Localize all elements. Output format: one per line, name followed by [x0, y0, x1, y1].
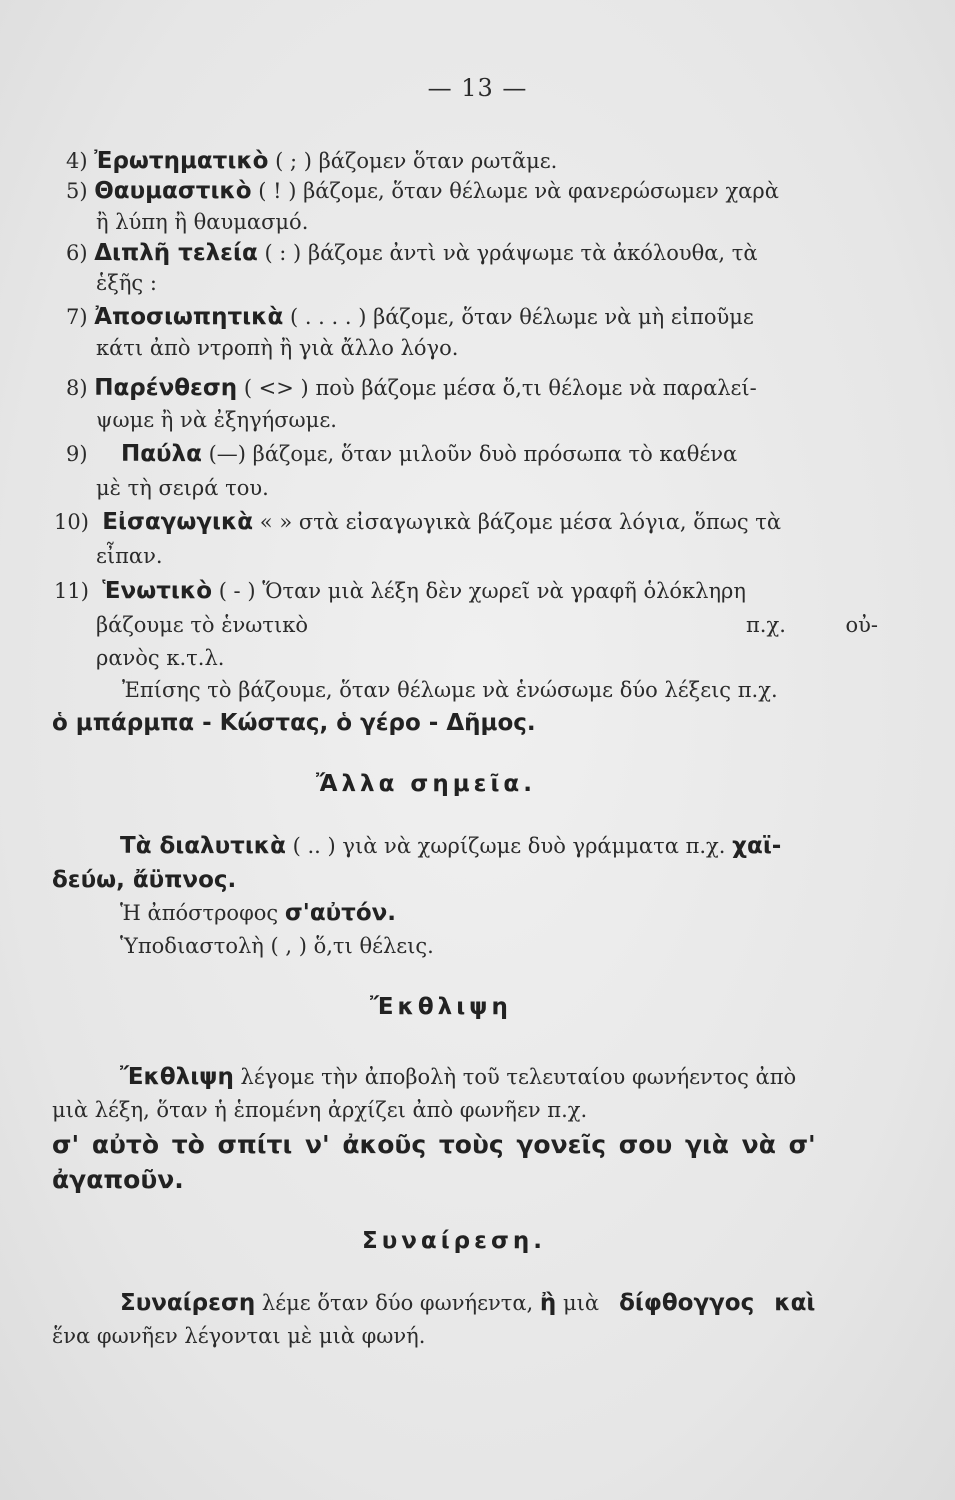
item-dash-cont: μὲ τὴ σειρά του. — [96, 476, 269, 500]
diaeresis-line: Τὰ διαλυτικὰ ( .. ) γιὰ νὰ χωρίζωμε δυὸ γράμματα π.χ. χαϊ- — [120, 833, 782, 859]
item-hyphen-cont2: ρανὸς κ.τ.λ. — [96, 646, 225, 670]
heading-other-marks: Ἄλλα σημεῖα. — [316, 771, 536, 797]
item-parenthesis-cont: ψωμε ἢ νὰ ἐξηγήσωμε. — [96, 408, 337, 432]
elision-line-2: μιὰ λέξη, ὅταν ἡ ἑπομένη ἀρχίζει ἀπὸ φωνῆεν π.χ. — [52, 1098, 588, 1122]
item-hyphen-example: ὁ μπάρμπα - Κώστας, ὁ γέρο - Δῆμος. — [52, 710, 536, 736]
item-question-mark: 4) Ἐρωτηματικὸ ( ; ) βάζομεν ὅταν ρωτᾶμε. — [66, 148, 558, 174]
apostrophe-line: Ἡ ἀπόστροφος σ'αὐτόν. — [120, 900, 397, 926]
elision-example-cont: ἀγαποῦν. — [52, 1165, 184, 1194]
diaeresis-example: δεύω, ἄϋπνος. — [52, 867, 237, 893]
item-parenthesis: 8) Παρένθεση ( <> ) ποὺ βάζομε μέσα ὅ,τι θέλομε νὰ παραλεί- — [66, 375, 757, 401]
elision-example: σ' αὐτὸ τὸ σπίτι ν' ἀκοῦς τοὺς γονεῖς σου γιὰ νὰ σ' — [52, 1130, 816, 1159]
heading-elision: Ἔκθλιψη — [370, 994, 512, 1020]
contraction-line-2: ἕνα φωνῆεν λέγονται μὲ μιὰ φωνή. — [52, 1324, 426, 1348]
item-ellipsis: 7) Ἀποσιωπητικὰ ( . . . . ) βάζομε, ὅταν θέλωμε νὰ μὴ εἰποῦμε — [66, 304, 754, 330]
hypodiastole-line: Ὑποδιαστολὴ ( , ) ὅ,τι θέλεις. — [120, 934, 434, 958]
item-exclamation-cont: ἢ λύπη ἢ θαυμασμό. — [96, 210, 309, 234]
item-hyphen-cont: βάζουμε τὸ ἑνωτικὸ π.χ. οὐ- — [96, 613, 878, 637]
item-exclamation-mark: 5) Θαυμαστικὸ ( ! ) βάζομε, ὅταν θέλωμε νὰ φανερώσωμεν χαρὰ — [66, 178, 779, 204]
heading-contraction: Συναίρεση. — [362, 1228, 546, 1254]
contraction-line-1: Συναίρεση λέμε ὅταν δύο φωνήεντα, ἢ μιὰ δίφθογγος καὶ — [120, 1290, 816, 1316]
item-ellipsis-cont: κάτι ἀπὸ ντροπὴ ἢ γιὰ ἄλλο λόγο. — [96, 336, 459, 360]
item-colon-cont: ἑξῆς : — [96, 271, 157, 295]
item-dash: 9) Παύλα (—) βάζομε, ὅταν μιλοῦν δυὸ πρόσωπα τὸ καθένα — [66, 441, 738, 467]
item-hyphen-also: Ἐπίσης τὸ βάζουμε, ὅταν θέλωμε νὰ ἑνώσωμε δύο λέξεις π.χ. — [122, 678, 778, 702]
item-hyphen: 11) Ἑνωτικὸ ( - ) Ὅταν μιὰ λέξη δὲν χωρεῖ νὰ γραφῆ ὁλόκληρη — [54, 578, 746, 604]
item-quotes: 10) Εἰσαγωγικὰ « » στὰ εἰσαγωγικὰ βάζομε μέσα λόγια, ὅπως τὰ — [54, 509, 782, 535]
item-colon: 6) Διπλῆ τελεία ( : ) βάζομε ἀντὶ νὰ γράψωμε τὰ ἀκόλουθα, τὰ — [66, 240, 758, 266]
item-quotes-cont: εἶπαν. — [96, 544, 163, 568]
elision-line-1: Ἔκθλιψη λέγομε τὴν ἀποβολὴ τοῦ τελευταίου φωνήεντος ἀπὸ — [120, 1064, 797, 1090]
page-number: — 13 — — [427, 74, 528, 102]
